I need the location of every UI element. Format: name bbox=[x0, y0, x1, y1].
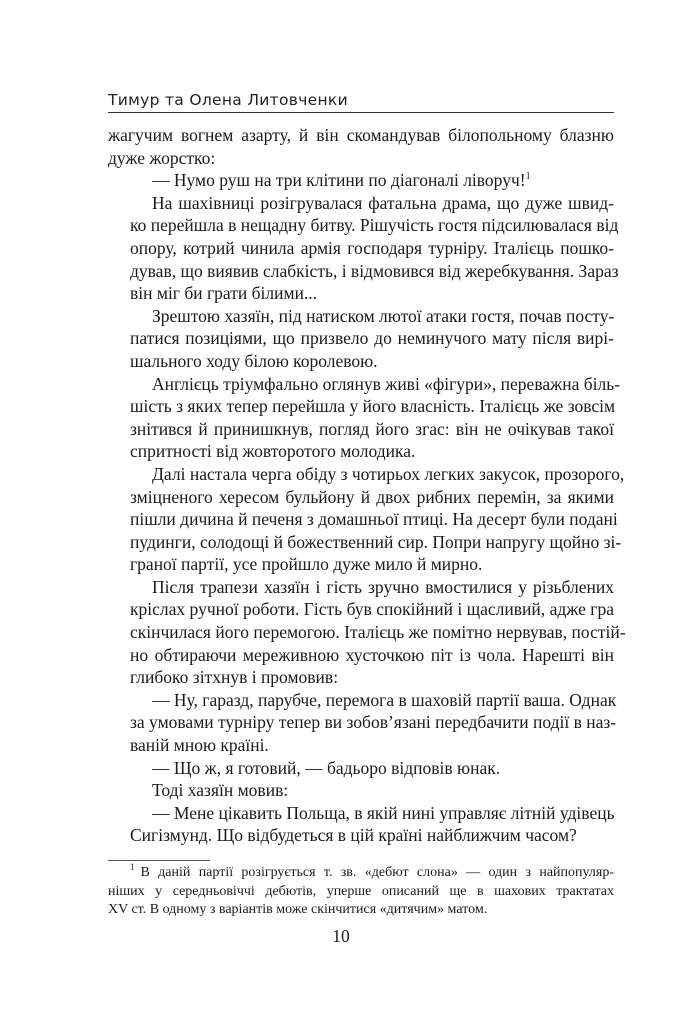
text-line: шість з яких тепер перейшла у його власність. Італієць же зовсім bbox=[130, 396, 616, 417]
text-line: він міг би грати білими... bbox=[130, 283, 318, 304]
text-line: знітився й принишкнув, погляд його згас: він не очікував такої bbox=[130, 418, 614, 439]
paragraph bbox=[108, 373, 621, 463]
text-line: скінчилася його перемогою. Італієць же помітно нервував, постій- bbox=[130, 622, 626, 643]
page-number: 10 bbox=[332, 926, 350, 946]
footnote-marker: 1 bbox=[130, 862, 135, 873]
paragraph bbox=[108, 779, 614, 802]
paragraph bbox=[108, 124, 614, 169]
paragraph bbox=[108, 689, 617, 757]
text-line: — Ну, гаразд, парубче, перемога в шаховій партії ваша. Однак bbox=[152, 689, 617, 710]
text-line: спритності від жовторотого молодика. bbox=[130, 441, 416, 462]
text-line: — Мене цікавить Польща, в якій нині управляє літній удівець bbox=[152, 802, 615, 823]
body-text bbox=[108, 124, 626, 847]
paragraph bbox=[108, 463, 625, 576]
paragraph bbox=[108, 305, 614, 373]
text-line: зміцненого хересом бульйону й двох рибних перемін, за якими bbox=[130, 486, 614, 507]
text-line: глибоко зітхнув і промовив: bbox=[130, 667, 339, 688]
text-line: пішли дичина й печеня з домашньої птиці. На десерт були подані bbox=[130, 509, 618, 530]
text-line: за умовами турніру тепер ви зобов’язані передбачити події в наз- bbox=[130, 712, 617, 733]
paragraph bbox=[108, 169, 614, 192]
text-line: дуже жорстко: bbox=[108, 147, 216, 168]
text-line: Зрештою хазяїн, під натиском лютої атаки гостя, почав посту- bbox=[152, 305, 615, 326]
text-line: дував, що виявив слабкість, і відмовився від жеребкування. Зараз bbox=[130, 260, 619, 281]
text-line: — Нумо руш на три клітини по діагоналі ліворуч!$^1$ bbox=[152, 170, 531, 191]
text-line: пудинги, солодощі й божественний сир. Попри напругу щойно зі- bbox=[130, 531, 622, 552]
paragraph bbox=[108, 192, 619, 305]
text-line: опору, котрий чинила армія господаря турніру. Італієць пошко- bbox=[130, 237, 614, 258]
text-line: шального ходу білою королевою. bbox=[130, 350, 378, 371]
footnote-reference[interactable]: 1 bbox=[525, 171, 531, 183]
text-line: Далі настала черга обіду з чотирьох легких закусок, прозорого, bbox=[152, 463, 625, 484]
footnote-text: В даній партії розігрується т. зв. «дебют слона» — один з найпопуляр- bbox=[140, 865, 614, 880]
paragraph bbox=[108, 757, 614, 780]
text-line: жагучим вогнем азарту, й він скомандував білопольному блазню bbox=[108, 125, 614, 145]
text-line: граної партії, усе пройшло дуже мило й мирно. bbox=[130, 554, 483, 575]
paragraph bbox=[108, 576, 626, 689]
header-rule bbox=[108, 112, 614, 113]
text-line: Сигізмунд. Що відбудеться в цій країні найближчим часом? bbox=[130, 825, 577, 846]
text-line: Англієць тріумфально оглянув живі «фігури», переважна біль- bbox=[152, 373, 621, 394]
text-line: На шахівниці розігрувалася фатальна драма, що дуже швид- bbox=[152, 192, 614, 213]
text-line: кріслах ручної роботи. Гість був спокійний і щасливий, адже гра bbox=[130, 599, 614, 620]
footnote bbox=[108, 864, 614, 920]
footnote-line bbox=[108, 864, 614, 883]
paragraph bbox=[108, 802, 614, 847]
text-line: — Що ж, я готовий, — бадьоро відповів юнак. bbox=[152, 757, 501, 778]
text-line: Після трапези хазяїн і гість зручно вмостилися у різьблених bbox=[152, 576, 614, 597]
running-head: Тимур та Олена Литовченки bbox=[108, 91, 348, 109]
text-line: патися позиціями, що призвело до неминучого мату після вирі- bbox=[130, 328, 614, 349]
text-line: ваній мною країні. bbox=[130, 735, 269, 756]
footnote-rule bbox=[108, 860, 210, 861]
text-line: но обтираючи мереживною хусточкою піт із чола. Нарешті він bbox=[130, 644, 614, 665]
text-line: Тоді хазяїн мовив: bbox=[152, 780, 289, 801]
footnote-line: ніших у середньовіччі дебютів, уперше описаний ще в шахових трактатах bbox=[108, 883, 614, 899]
text-line: ко перейшла в нещадну битву. Рішучість гостя підсилювалася від bbox=[130, 215, 619, 236]
footnote-line: XV ст. В одному з варіантів може скінчитися «дитячим» матом. bbox=[108, 902, 488, 917]
